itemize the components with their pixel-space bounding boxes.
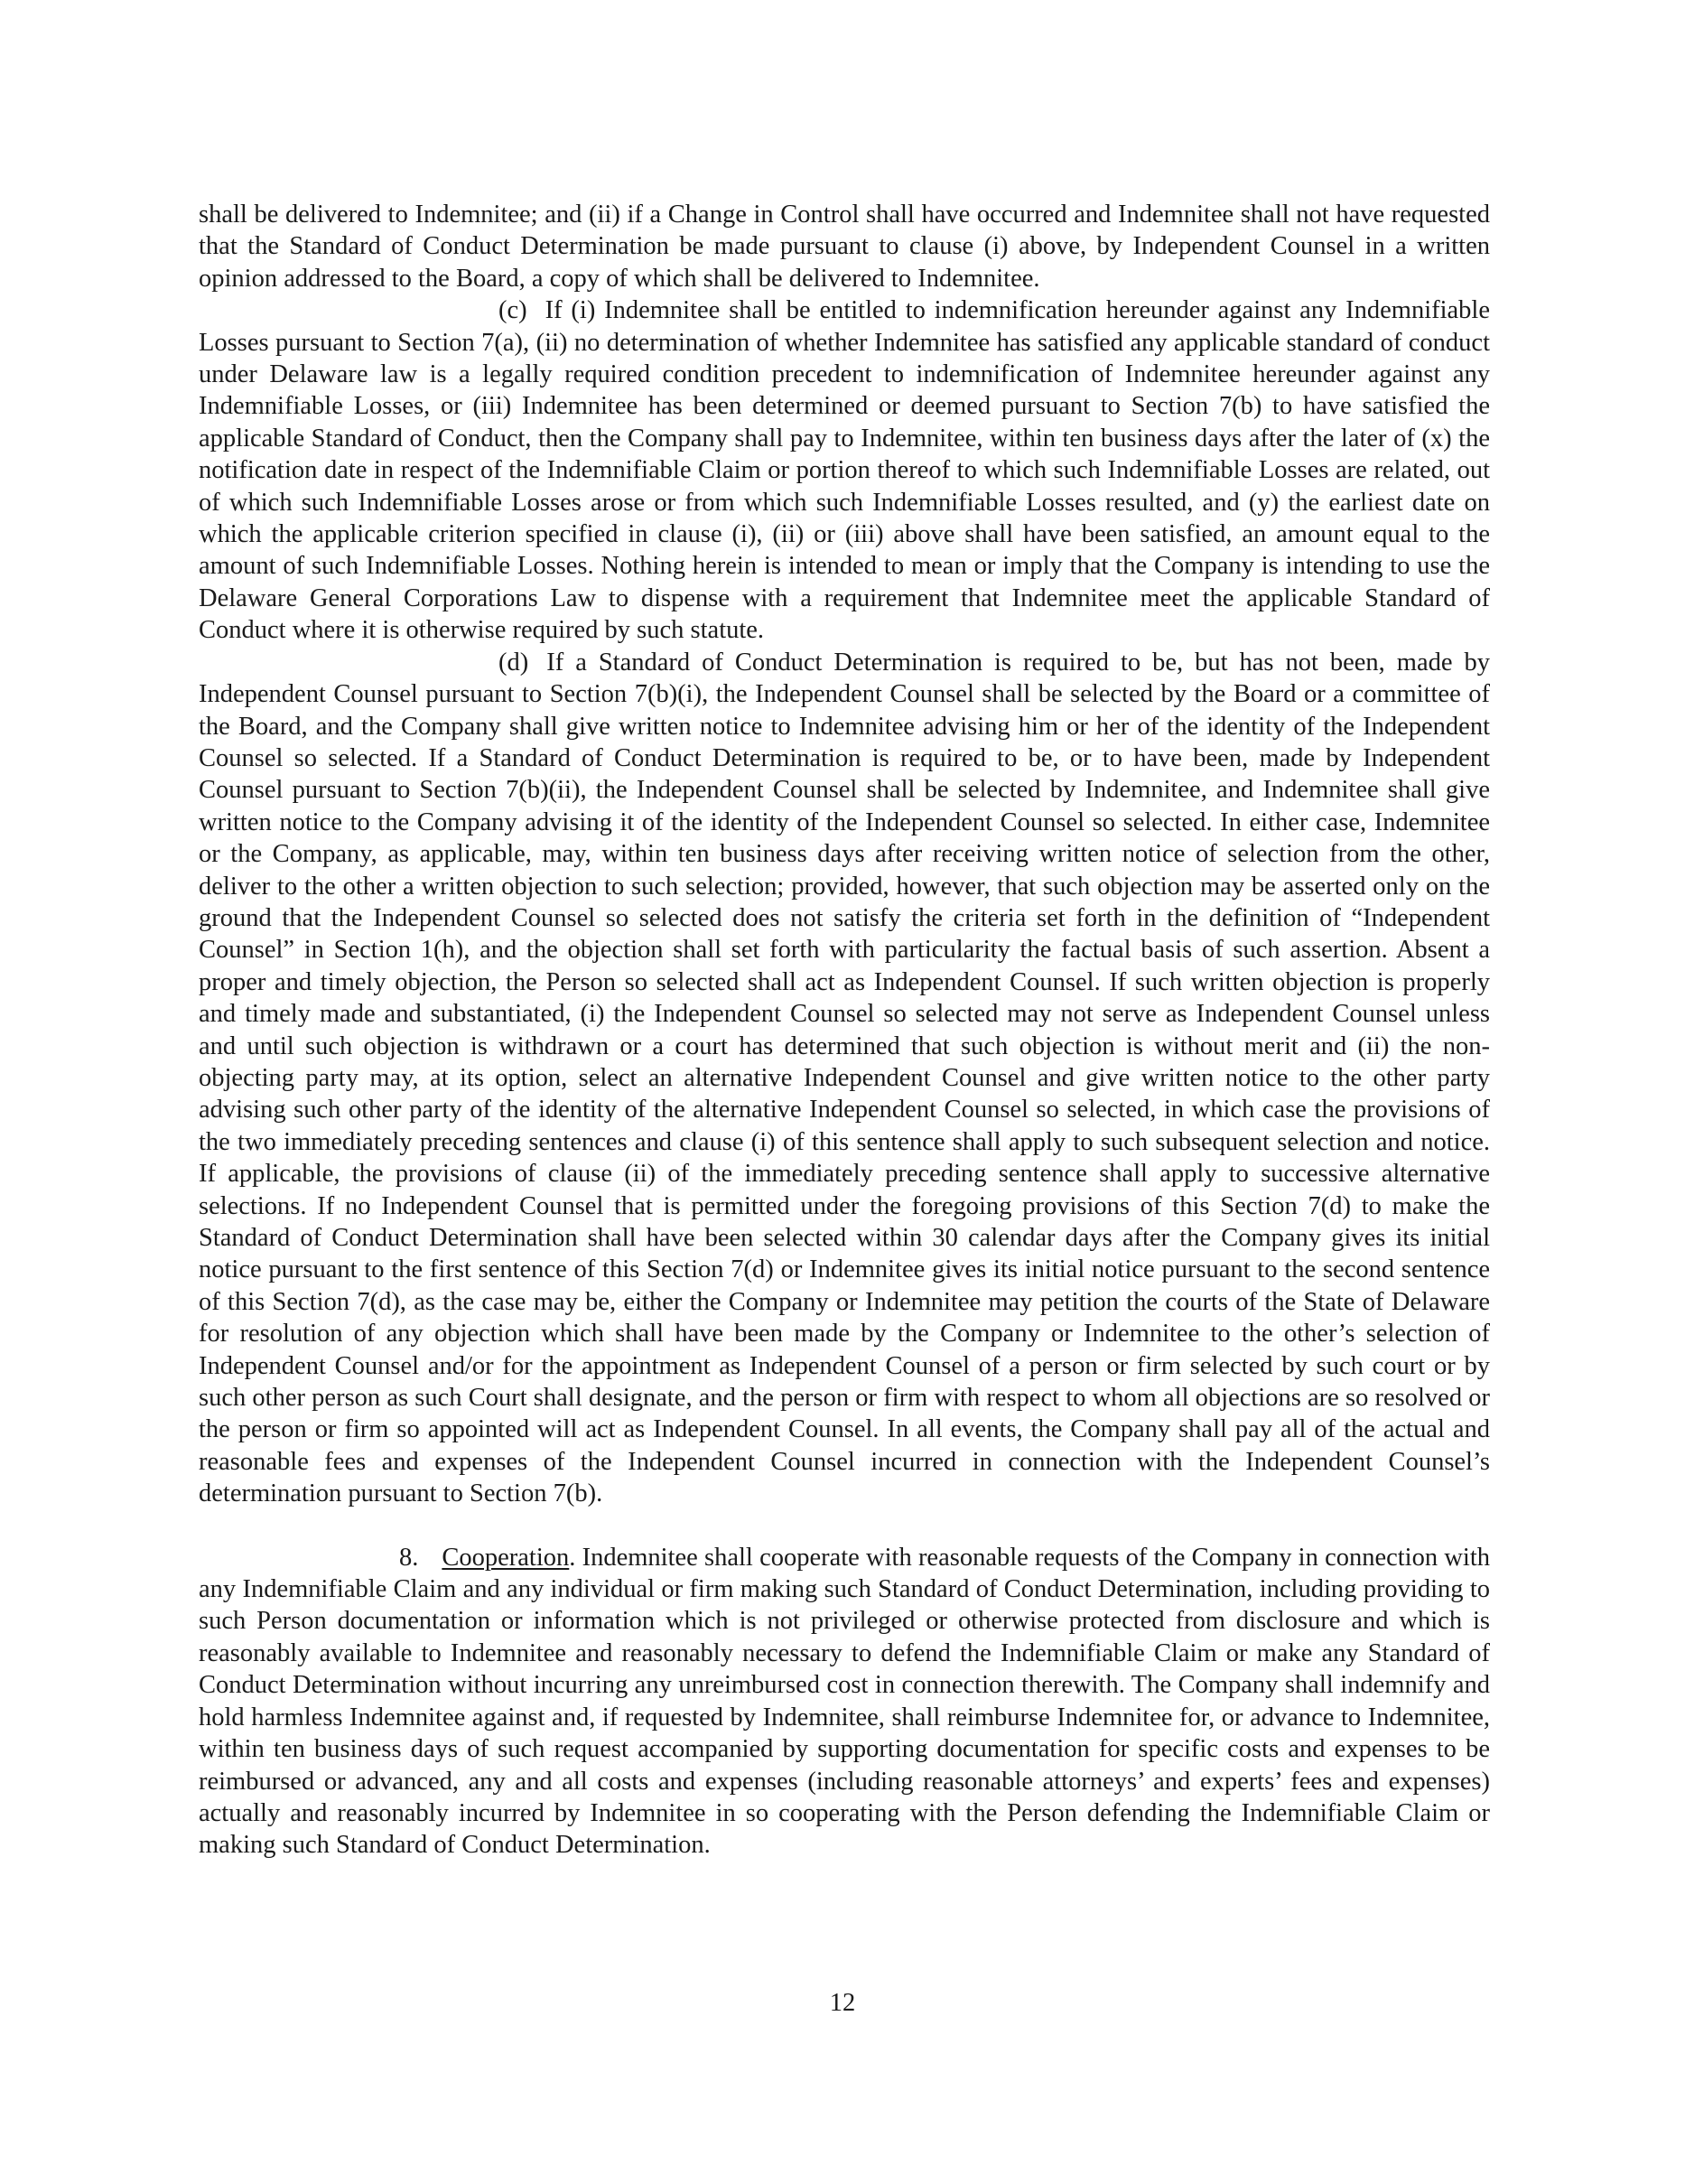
paragraph-7d-text: If a Standard of Conduct Determination is required to be, but has not been, made by Independent Counsel pursuant to Section 7(b)(i), the Independent Counsel shall be selected by the Board or a committee of the Board, and the Company shall give written notice to Indemnitee advising him or her of the identity of the Independent Counsel so selected. If a Standard of Conduct Determination is required to be, or to have been, made by Independent Counsel pursuant to Section 7(b)(ii), the Independent Counsel shall be selected by Indemnitee, and Indemnitee shall give written notice to the Company advising it of the identity of the Independent Counsel so selected. In either case, Indemnitee or the Company, as applicable, may, within ten business days after receiving written notice of selection from the other, deliver to the other a written objection to such selection; provided, however, that such objection may be asserted only on the ground that the Independent Counsel so selected does not satisfy the criteria set forth in the definition of “Independent Counsel” in Section 1(h), and the objection shall set forth with particularity the factual basis of such assertion. Absent a proper and timely objection, the Person so selected shall act as Independent Counsel. If such written objection is properly and timely made and substantiated, (i) the Independent Counsel so selected may not serve as Independent Counsel unless and until such objection is withdrawn or a court has determined that such objection is without merit and (ii) the non-objecting party may, at its option, select an alternative Independent Counsel and give written notice to the other party advising such other party of the identity of the alternative Independent Counsel so selected, in which case the provisions of the two immediately preceding sentences and clause (i) of this sentence shall apply to such subsequent selection and notice. If applicable, the provisions of clause (ii) of the immediately preceding sentence shall apply to successive alternative selections. If no Independent Counsel that is permitted under the foregoing provisions of this Section 7(d) to make the Standard of Conduct Determination shall have been selected within 30 calendar days after the Company gives its initial notice pursuant to the first sentence of this Section 7(d) or Indemnitee gives its initial notice pursuant to the second sentence of this Section 7(d), as the case may be, either the Company or Indemnitee may petition the courts of the State of Delaware for resolution of any objection which shall have been made by the Company or Indemnitee to the other’s selection of Independent Counsel and/or for the appointment as Independent Counsel of a person or firm selected by such court or by such other person as such Court shall designate, and the person or firm with respect to whom all objections are so resolved or the person or firm so appointed will act as Independent Counsel. In all events, the Company shall pay all of the actual and reasonable fees and expenses of the Independent Counsel incurred in connection with the Independent Counsel’s determination pursuant to Section 7(b). (199, 648, 1490, 1508)
paragraph-7d (199, 647, 1490, 1510)
section-8-heading: Cooperation (442, 1543, 570, 1572)
paragraph-7c-label: (c) (498, 296, 527, 325)
paragraph-7d-label: (d) (498, 648, 529, 677)
page-number: 12 (829, 1989, 856, 2017)
section-8-text: . Indemnitee shall cooperate with reasonable requests of the Company in connection with any Indemnifiable Claim and any individual or firm making such Standard of Conduct Determination, including providing to such Person documentation or information which is not privileged or otherwise protected from disclosure and which is reasonably available to Indemnitee and reasonably necessary to defend the Indemnifiable Claim or make any Standard of Conduct Determination without incurring any unreimbursed cost in connection therewith. The Company shall indemnify and hold harmless Indemnitee against and, if requested by Indemnitee, shall reimburse Indemnitee for, or advance to Indemnitee, within ten business days of such request accompanied by supporting documentation for specific costs and expenses to be reimbursed or advanced, any and all costs and expenses (including reasonable attorneys’ and experts’ fees and expenses) actually and reasonably incurred by Indemnitee in so cooperating with the Person defending the Indemnifiable Claim or making such Standard of Conduct Determination. (199, 1543, 1490, 1860)
paragraph-7c (199, 294, 1490, 646)
document-page (199, 199, 1490, 1862)
paragraph-7c-text: If (i) Indemnitee shall be entitled to indemnification hereunder against any Indemnifiable Losses pursuant to Section 7(a), (ii) no determination of whether Indemnitee has satisfied any applicable standard of conduct under Delaware law is a legally required condition precedent to indemnification of Indemnitee hereunder against any Indemnifiable Losses, or (iii) Indemnitee has been determined or deemed pursuant to Section 7(b) to have satisfied the applicable Standard of Conduct, then the Company shall pay to Indemnitee, within ten business days after the later of (x) the notification date in respect of the Indemnifiable Claim or portion thereof to which such Indemnifiable Losses are related, out of which such Indemnifiable Losses arose or from which such Indemnifiable Losses resulted, and (y) the earliest date on which the applicable criterion specified in clause (i), (ii) or (iii) above shall have been satisfied, an amount equal to the amount of such Indemnifiable Losses. Nothing herein is intended to mean or imply that the Company is intending to use the Delaware General Corporations Law to dispense with a requirement that Indemnitee meet the applicable Standard of Conduct where it is otherwise required by such statute. (199, 296, 1490, 645)
section-8 (199, 1542, 1490, 1862)
section-8-number: 8. (399, 1543, 419, 1572)
paragraph-continuation: shall be delivered to Indemnitee; and (ii) if a Change in Control shall have occurred and Indemnitee shall not have requested that the Standard of Conduct Determination be made pursuant to clause (i) above, by Independent Counsel in a written opinion addressed to the Board, a copy of which shall be delivered to Indemnitee. (199, 201, 1490, 293)
